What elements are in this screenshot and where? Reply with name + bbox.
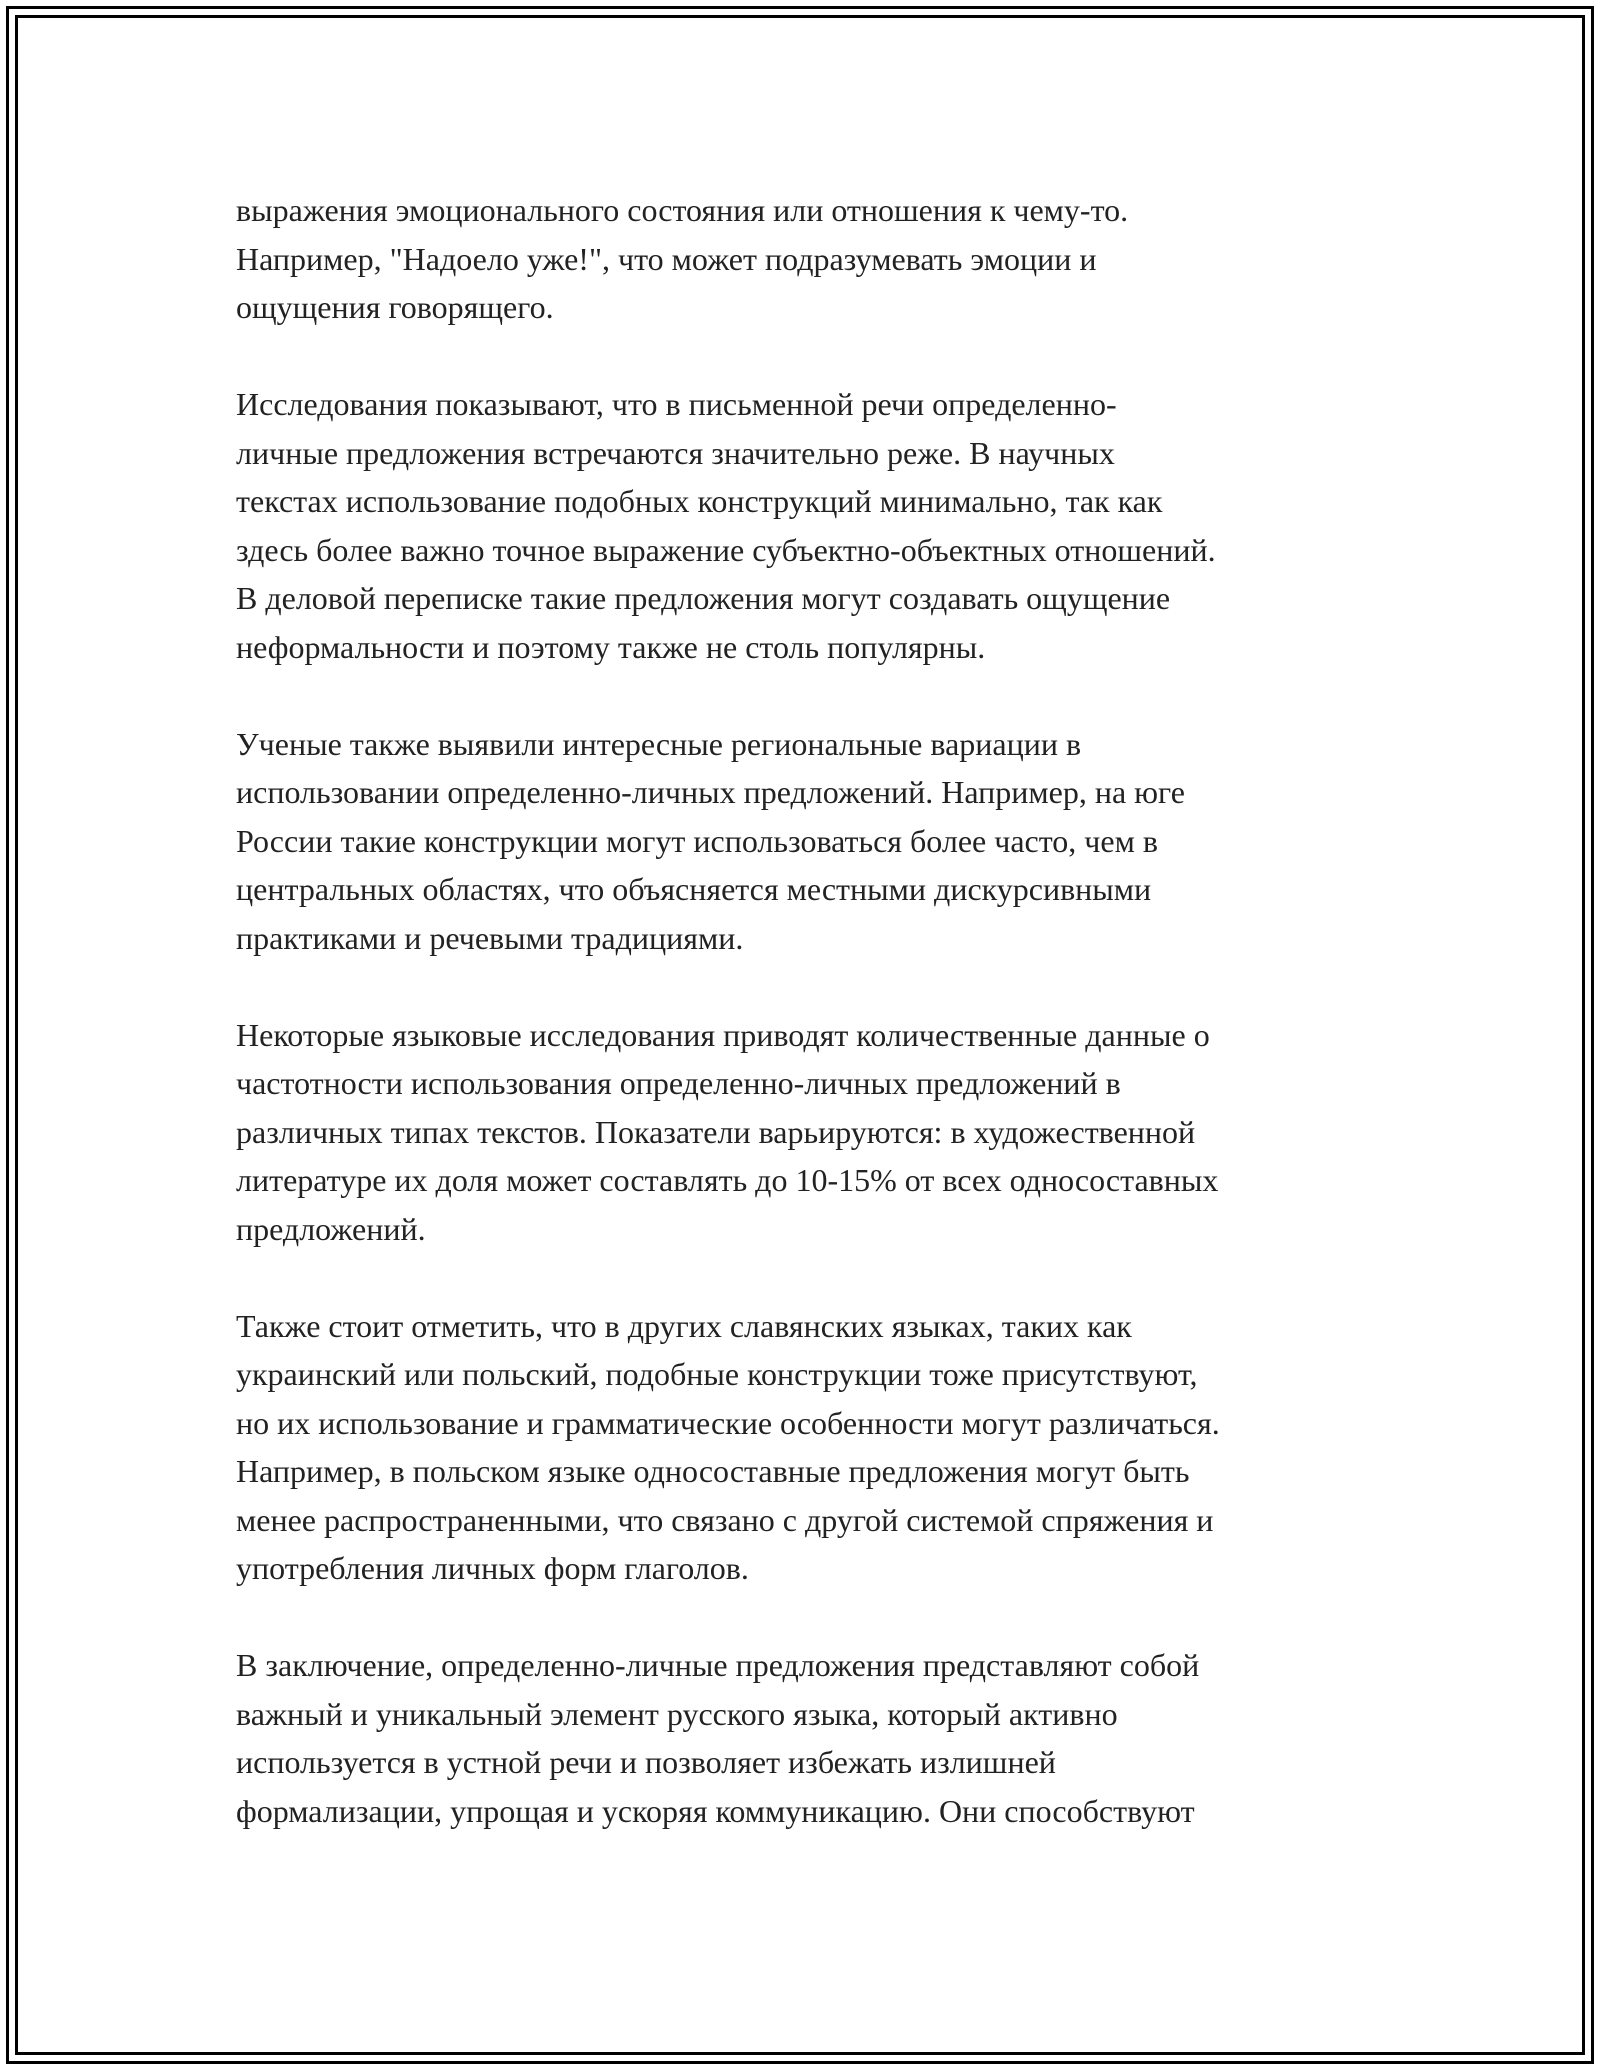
paragraph-6: В заключение, определенно-личные предложения представляют собой важный и уникальный элемент русского языка, который активно используется в устной речи и позволяет избежать излишней формализации, упрощая и ускоряя коммуникацию. Они способствуют [236, 1647, 1200, 1829]
paragraph-1: выражения эмоционального состояния или отношения к чему-то. Например, "Надоело уже!", что может подразумевать эмоции и ощущения говорящего. [236, 192, 1129, 325]
paragraph-2: Исследования показывают, что в письменной речи определенно- личные предложения встречаются значительно реже. В научных текстах использование подобных конструкций минимально, так как здесь более важно точное выражение субъектно-объектных отношений. В деловой переписке такие предложения могут создавать ощущение неформальности и поэтому также не столь популярны. [236, 386, 1216, 665]
paragraph-5: Также стоит отметить, что в других славянских языках, таких как украинский или польский, подобные конструкции тоже присутствуют, но их использование и грамматические особенности могут различаться. Например, в польском языке односоставные предложения могут быть менее распространенными, что связано с другой системой спряжения и употребления личных форм глаголов. [236, 1307, 1220, 1586]
document-body [236, 186, 1376, 1884]
paragraph-4: Некоторые языковые исследования приводят количественные данные о частотности использования определенно-личных предложений в различных типах текстов. Показатели варьируются: в художественной литературе их доля может составлять до 10-15% от всех односоставных предложений. [236, 1016, 1219, 1247]
paragraph-3: Ученые также выявили интересные региональные вариации в использовании определенно-личных предложений. Например, на юге России такие конструкции могут использоваться более часто, чем в центральных областях, что объясняется местными дискурсивными практиками и речевыми традициями. [236, 725, 1185, 956]
